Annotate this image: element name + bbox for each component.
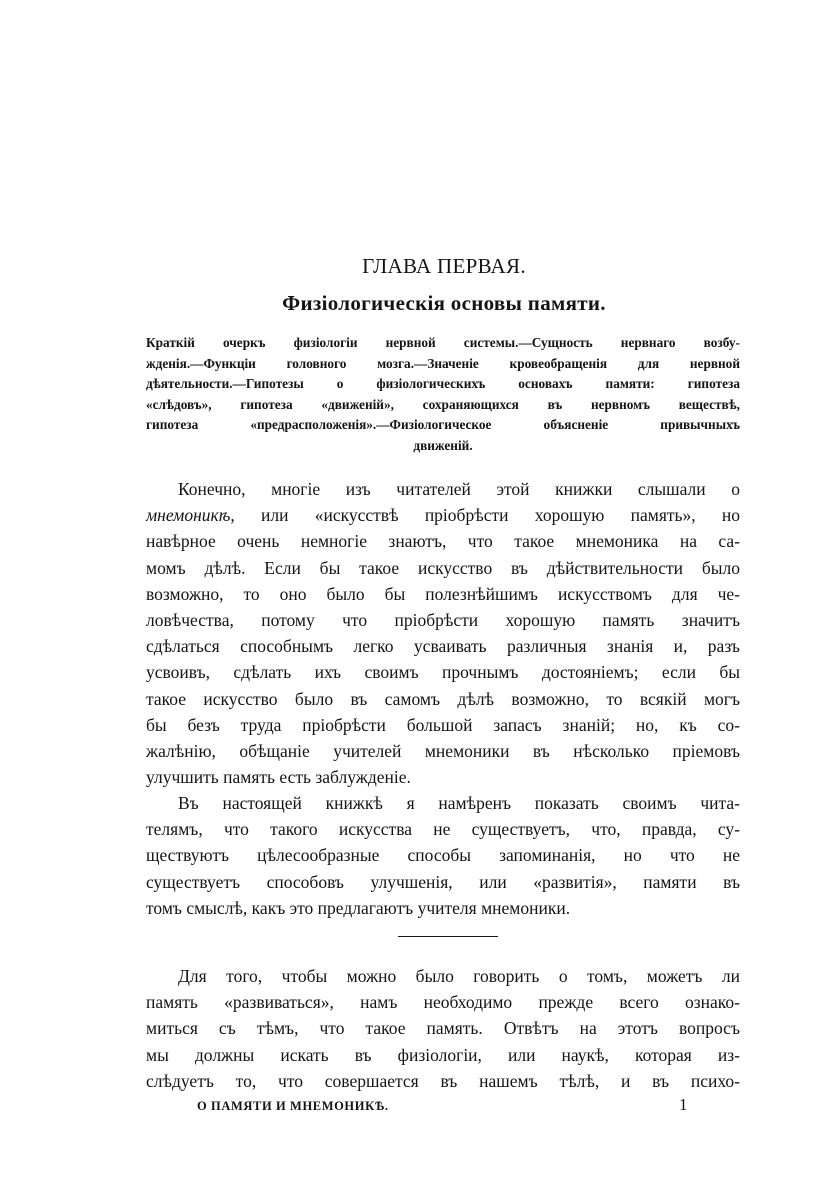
text-line: существуетъ способовъ улучшенія, или «развитія», памяти въ xyxy=(146,871,740,892)
text-line: сдѣлаться способнымъ легко усваивать различныя знанія и, разъ xyxy=(146,636,740,657)
text-line: навѣрное очень немногіе знаютъ, что такое мнемоника на са- xyxy=(146,531,740,552)
text-line: возможно, то оно было бы полезнѣйшимъ искусствомъ для че- xyxy=(146,583,740,604)
signature-mark: 1 xyxy=(679,1095,688,1114)
text-line: слѣдуетъ то, что совершается въ нашемъ тѣлѣ, и въ психо- xyxy=(146,1070,740,1091)
summary-line: гипотеза «предрасположенія».—Физіологическое объясненіе привычныхъ xyxy=(146,417,740,432)
text-line: Для того, чтобы можно было говорить о томъ, можетъ ли xyxy=(178,966,740,986)
text-line: момъ дѣлѣ. Если бы такое искусство въ дѣйствительности было xyxy=(146,557,740,578)
text-line: Въ настоящей книжкѣ я намѣренъ показать своимъ чита- xyxy=(178,793,740,813)
text-line: Конечно, многіе изъ читателей этой книжки слышали о xyxy=(178,479,740,499)
text-line: миться съ тѣмъ, что такое память. Отвѣтъ на этотъ вопросъ xyxy=(146,1018,740,1039)
paragraph-1 xyxy=(146,476,740,790)
section-divider xyxy=(398,936,498,937)
text-line: ществуютъ цѣлесообразные способы запоминанія, но что не xyxy=(146,845,740,866)
text-line: память «развиваться», намъ необходимо прежде всего ознако- xyxy=(146,992,740,1013)
text-line: жалѣнію, обѣщаніе учителей мнемоники въ нѣсколько пріемовъ xyxy=(146,741,740,762)
chapter-summary xyxy=(146,333,740,456)
text-line: ловѣчества, потому что пріобрѣсти хорошую память значитъ xyxy=(146,610,740,631)
summary-line: «слѣдовъ», гипотеза «движеній», сохраняющихся въ нервномъ веществѣ, xyxy=(146,396,740,412)
text-line: улучшить память есть заблужденіе. xyxy=(146,767,411,788)
summary-line: Краткій очеркъ физіологіи нервной системы.—Сущность нервнаго возбу- xyxy=(146,335,740,350)
text-line: бы безъ труда пріобрѣсти большой запасъ знаній; но, къ со- xyxy=(146,714,740,735)
summary-line: жденія.—Функціи головного мозга.—Значеніе кровеобращенія для нервной xyxy=(146,355,740,371)
text-line: томъ смыслѣ, какъ это предлагаютъ учителя мнемоники. xyxy=(146,897,571,918)
text-line: телямъ, что такого искусства не существуетъ, что, правда, су- xyxy=(146,819,740,840)
chapter-title: Физіологическія основы памяти. xyxy=(282,291,606,315)
chapter-number: ГЛАВА ПЕРВАЯ. xyxy=(362,254,526,278)
summary-line: движеній. xyxy=(413,437,473,453)
text-line-rest: , или «искусствѣ пріобрѣсти хорошую память», но xyxy=(230,505,740,526)
paragraph-3 xyxy=(146,963,740,1094)
paragraph-2 xyxy=(146,790,740,921)
italic-word: мнемоникѣ xyxy=(146,505,231,526)
running-title: О ПАМЯТИ И МНЕМОНИКѢ. xyxy=(197,1099,389,1113)
text-line: усвоивъ, сдѣлать ихъ своимъ прочнымъ достояніемъ; если бы xyxy=(146,662,740,683)
text-line: такое искусство было въ самомъ дѣлѣ возможно, то всякій могъ xyxy=(146,688,740,709)
summary-line: дѣятельности.—Гипотезы о физіологическихъ основахъ памяти: гипотеза xyxy=(146,376,740,391)
text-line xyxy=(146,502,740,528)
text-line: мы должны искать въ физіологіи, или наукѣ, которая из- xyxy=(146,1044,740,1065)
